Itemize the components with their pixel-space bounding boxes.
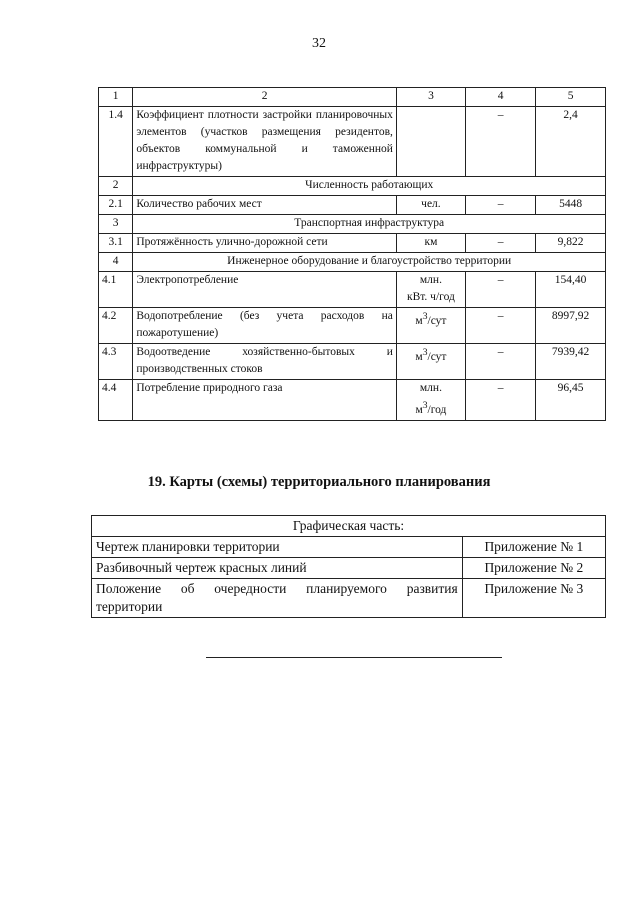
graphic-item-name: Положение об очередности планируемого развития территории bbox=[92, 579, 463, 618]
row-name: Электропотребление bbox=[133, 272, 397, 308]
table-row bbox=[99, 234, 606, 253]
header-cell: 4 bbox=[465, 88, 535, 107]
row-number: 2.1 bbox=[99, 196, 133, 215]
graphic-item-name: Разбивочный чертеж красных линий bbox=[92, 558, 463, 579]
table-row bbox=[99, 308, 606, 344]
row-value: 8997,92 bbox=[536, 308, 606, 344]
indicators-table bbox=[98, 87, 606, 421]
section-row bbox=[99, 177, 606, 196]
row-name: Водоотведение хозяйственно-бытовых и производственных стоков bbox=[133, 344, 397, 380]
row-name: Количество рабочих мест bbox=[133, 196, 397, 215]
row-unit: км bbox=[396, 234, 465, 253]
row-number: 3.1 bbox=[99, 234, 133, 253]
row-value: 154,40 bbox=[536, 272, 606, 308]
row-unit: чел. bbox=[396, 196, 465, 215]
table-header-row bbox=[99, 88, 606, 107]
row-unit: $м^3$/сут bbox=[396, 308, 465, 344]
row-unit bbox=[396, 272, 465, 308]
row-value: 2,4 bbox=[536, 107, 606, 177]
closing-divider bbox=[206, 657, 502, 658]
graphic-part-table bbox=[91, 515, 606, 618]
graphic-item-appendix: Приложение № 1 bbox=[462, 537, 605, 558]
section-number: 3 bbox=[99, 215, 133, 234]
header-cell: 3 bbox=[396, 88, 465, 107]
section-row bbox=[99, 215, 606, 234]
graphic-item-name: Чертеж планировки территории bbox=[92, 537, 463, 558]
header-cell: 5 bbox=[536, 88, 606, 107]
page-number: 32 bbox=[312, 36, 326, 51]
row-col4: – bbox=[465, 308, 535, 344]
row-col4: – bbox=[465, 344, 535, 380]
row-number: 1.4 bbox=[99, 107, 133, 177]
row-number: 4.4 bbox=[99, 380, 133, 421]
section-title: Численность работающих bbox=[133, 177, 606, 196]
table-row bbox=[99, 272, 606, 308]
row-col4: – bbox=[465, 272, 535, 308]
graphic-title: Графическая часть: bbox=[92, 516, 606, 537]
row-value: 9,822 bbox=[536, 234, 606, 253]
graphic-item-appendix: Приложение № 2 bbox=[462, 558, 605, 579]
table-row bbox=[99, 196, 606, 215]
header-cell: 2 bbox=[133, 88, 397, 107]
row-name: Водопотребление (без учета расходов на пожаротушение) bbox=[133, 308, 397, 344]
table-row bbox=[99, 107, 606, 177]
section-row bbox=[99, 253, 606, 272]
row-number: 4.3 bbox=[99, 344, 133, 380]
unit-line: млн. bbox=[419, 382, 442, 394]
row-value: 7939,42 bbox=[536, 344, 606, 380]
graphic-item-appendix: Приложение № 3 bbox=[462, 579, 605, 618]
unit-line: млн. bbox=[419, 274, 442, 286]
section-title: Транспортная инфраструктура bbox=[133, 215, 606, 234]
graphic-row bbox=[92, 537, 606, 558]
row-name: Коэффициент плотности застройки планировочных элементов (участков размещения резидентов, объектов коммунальной и таможенной инфраструктуры) bbox=[133, 107, 397, 177]
row-value: 5448 bbox=[536, 196, 606, 215]
row-col4: – bbox=[465, 107, 535, 177]
graphic-row bbox=[92, 558, 606, 579]
unit-line: кВт. ч/год bbox=[407, 291, 455, 303]
graphic-row bbox=[92, 579, 606, 618]
row-col4: – bbox=[465, 196, 535, 215]
row-unit: млн. $м^3$/год bbox=[396, 380, 465, 421]
row-col4: – bbox=[465, 234, 535, 253]
section-number: 2 bbox=[99, 177, 133, 196]
row-unit bbox=[396, 107, 465, 177]
table-row bbox=[99, 344, 606, 380]
row-number: 4.1 bbox=[99, 272, 133, 308]
section-number: 4 bbox=[99, 253, 133, 272]
header-cell: 1 bbox=[99, 88, 133, 107]
row-name: Потребление природного газа bbox=[133, 380, 397, 421]
section-title: Инженерное оборудование и благоустройство территории bbox=[133, 253, 606, 272]
row-unit: $м^3$/сут bbox=[396, 344, 465, 380]
row-col4: – bbox=[465, 380, 535, 421]
row-name: Протяжённость улично-дорожной сети bbox=[133, 234, 397, 253]
graphic-title-row bbox=[92, 516, 606, 537]
table-row bbox=[99, 380, 606, 421]
section-heading: 19. Карты (схемы) территориального планирования bbox=[147, 474, 491, 490]
row-number: 4.2 bbox=[99, 308, 133, 344]
row-value: 96,45 bbox=[536, 380, 606, 421]
